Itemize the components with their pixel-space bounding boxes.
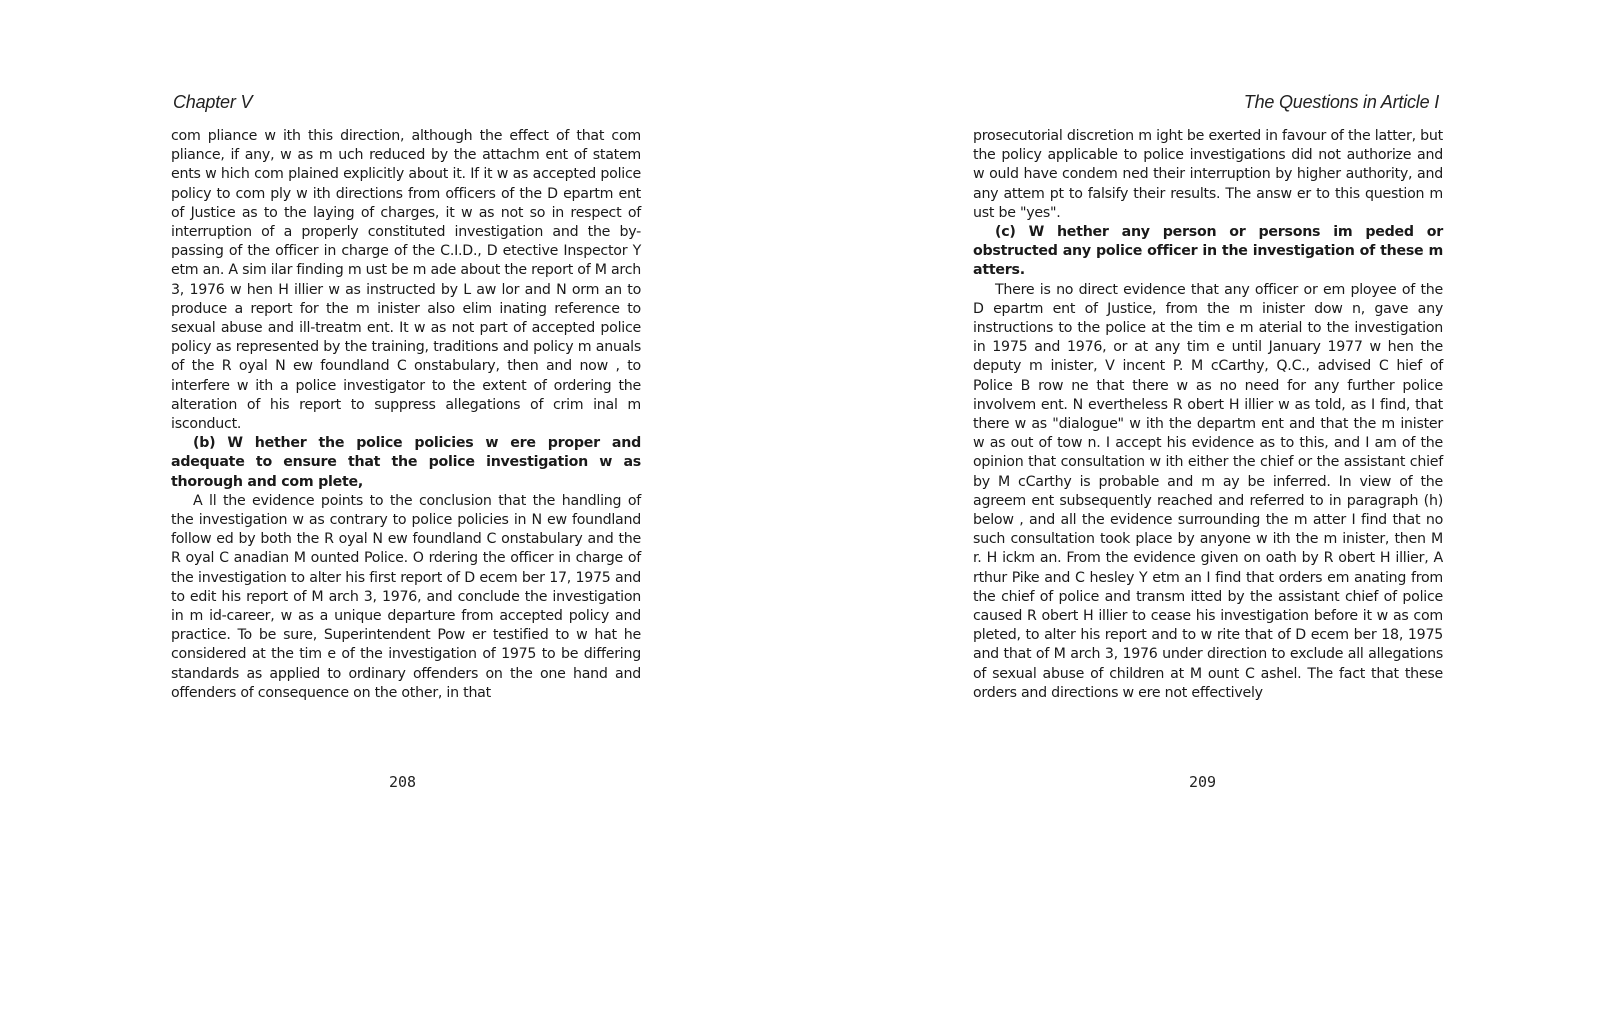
section-heading-c: (c) W hether any person or persons im peded or obstructed any police officer in the investigation of these m atters.: [973, 224, 1443, 279]
page-number: 209: [1189, 773, 1217, 791]
paragraph: A ll the evidence points to the conclusion that the handling of the investigation w as contrary to police policies in N ew foundland follow ed by both the R oyal N ew foundland C onstabulary and the R oyal C anadian M ounted Police. O rdering the officer in charge of the investigation to alter his first report of D ecem ber 17, 1975 and to edit his report of M arch 3, 1976, and conclude the investigation in m id-career, w as a unique departure from accepted policy and practice. To be sure, Superintendent Pow er testified to w hat he considered at the tim e of the investigation of 1975 to be differing standards as applied to ordinary offenders on the one hand and offenders of consequence on the other, in that: [171, 492, 641, 701]
paragraph: There is no direct evidence that any officer or em ployee of the D epartm ent of Justice, from the m inister dow n, gave any instructions to the police at the tim e m aterial to the investigation in 1975 and 1976, or at any tim e until January 1977 w hen the deputy m inister, V incent P. M cCarthy, Q.C., advised C hief of Police B row ne that there w as no need for any further police involvem ent. N evertheless R obert H illier w as told, as I find, that there w as "dialogue" w ith the departm ent and that the m inister w as out of tow n. I accept his evidence as to this, and I am of the opinion that consultation w ith either the chief or the assistant chief by M cCarthy is probable and m ay be inferred. In view of the agreem ent subsequently reached and referred to in paragraph (h) below , and all the evidence surrounding the m atter I find that no such consultation took place by anyone w ith the m inister, then M r. H ickm an. From the evidence given on oath by R obert H illier, A rthur Pike and C hesley Y etm an I find that orders em anating from the chief of police and transm itted by the assistant chief of police caused R obert H illier to cease his investigation before it w as com pleted, to alter his report and to w rite that of D ecem ber 18, 1975 and that of M arch 3, 1976 under direction to exclude all allegations of sexual abuse of children at M ount C ashel. The fact that these orders and directions w ere not effectively: [973, 281, 1443, 701]
paragraph: com pliance w ith this direction, although the effect of that com pliance, if any, w as m uch reduced by the attachm ent of statem ents w hich com plained explicitly about it. If it w as accepted police policy to com ply w ith directions from officers of the D epartm ent of Justice as to the laying of charges, it w as not so in respect of interruption of a properly constituted investigation and the by-passing of the officer in charge of the C.I.D., D etective Inspector Y etm an. A sim ilar finding m ust be m ade about the report of M arch 3, 1976 w hen H illier w as instructed by L aw lor and N orm an to produce a report for the m inister also elim inating reference to sexual abuse and ill-treatm ent. It w as not part of accepted police policy as represented by the training, traditions and policy m anuals of the R oyal N ew foundland C onstabulary, then and now , to interfere w ith a police investigator to the extent of ordering the alteration of his report to suppress allegations of crim inal m isconduct.: [171, 128, 641, 433]
right-page: [800, 0, 1600, 1021]
paragraph: prosecutorial discretion m ight be exerted in favour of the latter, but the policy applicable to police investigations did not authorize and w ould have condem ned their interruption by higher authority, and any attem pt to falsify their results. The answ er to this question m ust be "yes".: [973, 128, 1443, 221]
running-head-title: The Questions in Article I: [1243, 92, 1439, 112]
running-head-chapter: Chapter V: [173, 92, 253, 112]
page-number: 208: [389, 773, 417, 791]
left-page-body: [171, 127, 641, 703]
section-heading-b: (b) W hether the police policies w ere proper and adequate to ensure that the police investigation w as thorough and com plete,: [171, 435, 641, 490]
right-page-body: [973, 127, 1443, 703]
